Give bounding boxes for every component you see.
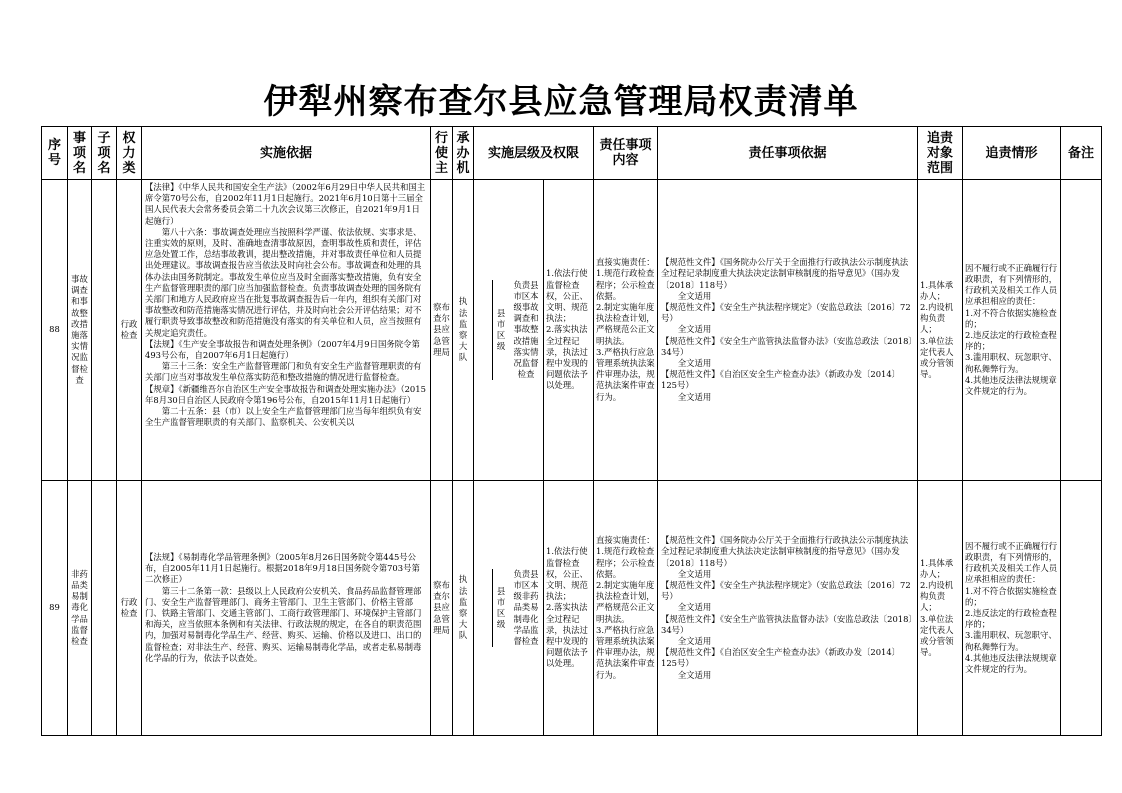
level-text	[493, 280, 543, 381]
header-seq: 序号	[42, 127, 68, 180]
header-accountability: 追责情形	[963, 127, 1061, 180]
resp-basis-line: 【规范性文件】《安全生产监管执法监督办法》（安监总政法〔2018〕34号）	[661, 613, 913, 635]
row-undertaker: 执法监察大队	[453, 180, 474, 481]
resp-basis-line: 全文适用	[677, 636, 712, 646]
table-row	[42, 180, 1102, 481]
row-undertaker: 执法监察大队	[453, 481, 474, 736]
basis-paragraph: 第三十二条第一款：县级以上人民政府公安机关、食品药品监督管理部门、安全生产监督管理部门、商务主管部门、卫生主管部门、价格主管部门、铁路主管部门、交通主管部门、工商行政管理部门、环境保护主管部门和海关，应当依照本条例和有关法律、行政法规的规定，在各自的职责范围内，加强对易制毒化学品生产、经营、购买、运输、价格以及进口、出口的监督检查；对非法生产、经营、购买、运输易制毒化学品，或者走私易制毒化学品的行为，依法予以查处。	[145, 585, 422, 663]
level-text	[493, 569, 543, 647]
header-basis: 实施依据	[142, 127, 431, 180]
header-category: 权力类	[117, 127, 142, 180]
row-resp-basis	[658, 481, 918, 736]
row-duty-level: 1.依法行使监督检查权，公正、文明、规范执法； 2.落实执法全过程记录，执法过程中发现的问题依法予以处理。	[544, 481, 594, 736]
level-duty-summary: 负责县市区本级事故调查和事故整改措施落实情况监督检查	[513, 279, 539, 380]
page-title: 伊犁州察布查尔县应急管理局权责清单	[263, 82, 859, 122]
row-level	[474, 481, 544, 736]
basis-paragraph: 【法规】《生产安全事故报告和调查处理条例》（2007年4月9日国务院令第493号公布，自2007年6月1日起施行）	[145, 338, 420, 361]
level-label: 县市区级	[496, 307, 506, 352]
row-subitem	[92, 481, 117, 736]
row-resp-content: 直接实施责任： 1.规范行政检查程序；公示检查依据。 2.制定实施年度执法检查计划，严格规范公正文明执法。 3.严格执行应急管理系统执法案件审理办法，规范执法案件审查行为。	[594, 180, 658, 481]
header-subject: 行使主	[431, 127, 453, 180]
responsibility-table	[41, 126, 1102, 736]
resp-basis-line: 全文适用	[677, 602, 712, 613]
basis-paragraph: 【法规】《易制毒化学品管理条例》（2005年8月26日国务院令第445号公布，自2005年11月1日起施行。根据2018年9月18日国务院令第703号第二次修正）	[145, 551, 420, 585]
resp-basis-line: 【规范性文件】《安全生产监管执法监督办法》（安监总政法〔2018〕34号）	[661, 335, 913, 357]
row-basis	[142, 180, 431, 481]
row-subject: 察布查尔县应急管理局	[431, 481, 453, 736]
header-resp-content: 责任事项内容	[594, 127, 658, 180]
row-remark	[1061, 180, 1102, 481]
resp-basis-line: 全文适用	[677, 358, 712, 368]
resp-basis-line: 全文适用	[677, 669, 712, 680]
header-item: 事项名	[68, 127, 92, 180]
row-resp-basis	[658, 180, 918, 481]
resp-basis-line: 全文适用	[677, 568, 712, 579]
basis-paragraph: 【规章】《新疆维吾尔自治区生产安全事故报告和调查处理实施办法》（2015年8月30日自治区人民政府令第196号公布，自2015年11月1日起施行）	[145, 383, 426, 405]
header-subitem: 子项名	[92, 127, 117, 180]
basis-paragraph: 【法律】《中华人民共和国安全生产法》（2002年6月29日中华人民共和国主席令第70号公布，自2002年11月1日起施行。2021年6月10日第十三届全国人民代表大会常务委员会第二十九次会议第三次修正，自2021年9月1日起施行）	[145, 182, 426, 226]
resp-basis-line: 【规范性文件】《安全生产执法程序规定》（安监总政法〔2016〕72号）	[661, 301, 911, 324]
header-level: 实施层级及权限	[474, 127, 594, 180]
resp-basis-line: 【规范性文件】《国务院办公厅关于全面推行行政执法公示制度执法全过程记录制度重大执法决定法制审核制度的指导意见》（国办发〔2018〕118号）	[661, 257, 909, 290]
row-seq: 89	[42, 481, 68, 736]
resp-basis-line: 全文适用	[677, 290, 712, 301]
row-seq: 88	[42, 180, 68, 481]
table-row	[42, 481, 1102, 736]
level-duty-summary: 负责县市区本级非药品类易制毒化学品监督检查	[513, 568, 539, 646]
resp-basis-line: 【规范性文件】《安全生产执法程序规定》（安监总政法〔2016〕72号）	[661, 579, 911, 602]
row-category: 行政检查	[117, 481, 142, 736]
row-item: 非药品类易制毒化学品监督检查	[68, 481, 92, 736]
row-accountability: 因不履行或不正确履行行政职责，有下列情形的，行政机关及相关工作人员应承担相应的责任： 1.对不符合依据实施检查的； 2.违反法定的行政检查程序的； 3.滥用职权、玩忽职守、徇私舞弊行为。 4.其他违反法律法规规章文件规定的行为。	[963, 481, 1061, 736]
row-subject: 察布查尔县应急管理局	[431, 180, 453, 481]
resp-basis-line: 全文适用	[677, 324, 712, 335]
resp-basis-line: 全文适用	[677, 391, 712, 402]
row-remark	[1061, 481, 1102, 736]
level-label: 县市区级	[496, 585, 506, 630]
row-subitem	[92, 180, 117, 481]
row-level	[474, 180, 544, 481]
header-remark: 备注	[1061, 127, 1102, 180]
header-undertaker: 承办机	[453, 127, 474, 180]
header-accountable: 追责对象范围	[918, 127, 963, 180]
row-item: 事故调查和事故整改措施落实情况监督检查	[68, 180, 92, 481]
basis-paragraph: 第二十五条：县（市）以上安全生产监督管理部门应当每年组织负有安全生产监督管理职责的有关部门、监察机关、公安机关以	[145, 406, 422, 428]
row-accountability: 因不履行或不正确履行行政职责，有下列情形的，行政机关及相关工作人员应承担相应的责任： 1.对不符合依据实施检查的； 2.违反法定的行政检查程序的； 3.滥用职权、玩忽职守、徇私舞弊行为。 4.其他违反法律法规规章文件规定的行为。	[963, 180, 1061, 481]
row-accountable: 1.具体承办人； 2.内设机构负责人； 3.单位法定代表人或分管领导。	[918, 481, 963, 736]
resp-basis-line: 【规范性文件】《自治区安全生产检查办法》（新政办发〔2014〕125号）	[661, 369, 901, 391]
basis-paragraph: 第八十六条：事故调查处理应当按照科学严谨、依法依规、实事求是、注重实效的原则，及时、准确地查清事故原因，查明事故性质和责任，评估应急处置工作，总结事故教训，提出整改措施，并对事故责任单位和人员提出处理建议。事故调查报告应当依法及时向社会公布。事故调查和处理的具体办法由国务院制定。事故发生单位应当及时全面落实整改措施，负有安全生产监督管理职责的部门应当加强监督检查。负责事故调查处理的国务院有关部门和地方人民政府应当在批复事故调查报告后一年内，组织有关部门对事故整改和防范措施落实情况进行评估，并及时向社会公开评估结果；对不履行职责导致事故整改和防范措施没有落实的有关单位和人员，应当按照有关规定追究责任。	[145, 226, 422, 338]
row-duty-level: 1.依法行使监督检查权，公正、文明、规范执法； 2.落实执法全过程记录，执法过程中发现的问题依法予以处理。	[544, 180, 594, 481]
resp-basis-line: 【规范性文件】《国务院办公厅关于全面推行行政执法公示制度执法全过程记录制度重大执法决定法制审核制度的指导意见》（国办发〔2018〕118号）	[661, 535, 909, 568]
row-category: 行政检查	[117, 180, 142, 481]
header-resp-basis: 责任事项依据	[658, 127, 918, 180]
table-header-row	[42, 127, 1102, 180]
resp-basis-line: 【规范性文件】《自治区安全生产检查办法》（新政办发〔2014〕125号）	[661, 647, 901, 669]
row-basis	[142, 481, 431, 736]
basis-paragraph: 第三十三条：安全生产监督管理部门和负有安全生产监督管理职责的有关部门应当对事故发生单位落实防范和整改措施的情况进行监督检查。	[145, 361, 422, 383]
row-accountable: 1.具体承办人； 2.内设机构负责人； 3.单位法定代表人或分管领导。	[918, 180, 963, 481]
row-resp-content: 直接实施责任： 1.规范行政检查程序；公示检查依据。 2.制定实施年度执法检查计划，严格规范公正文明执法。 3.严格执行应急管理系统执法案件审理办法，规范执法案件审查行为。	[594, 481, 658, 736]
